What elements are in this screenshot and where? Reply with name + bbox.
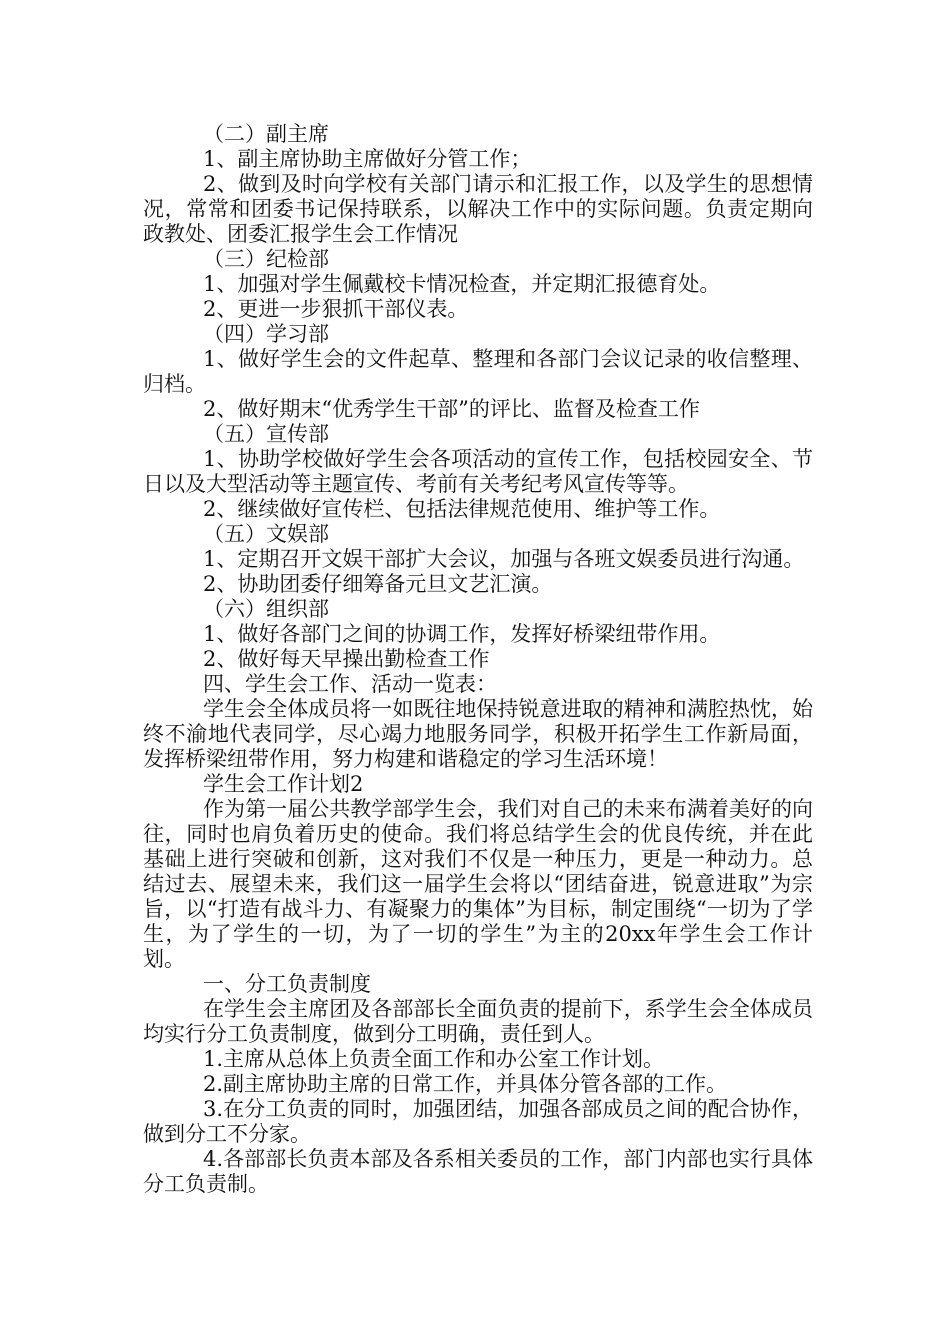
paragraph: 2、继续做好宣传栏、包括法律规范使用、维护等工作。	[203, 497, 721, 521]
paragraph: 2、做好期末“优秀学生干部”的评比、监督及检查工作	[203, 397, 700, 421]
section-heading-vice-chair: （二）副主席	[203, 122, 329, 146]
paragraph: 1、做好学生会的文件起草、整理和各部门会议记录的收信整理、归档。	[143, 347, 813, 396]
paragraph: 2、做好每天早操出勤检查工作	[203, 647, 490, 671]
paragraph: 2、做到及时向学校有关部门请示和汇报工作，以及学生的思想情况，常常和团委书记保持联系，以解决工作中的实际问题。负责定期向政教处、团委汇报学生会工作情况	[143, 172, 813, 246]
section-heading-publicity: （五）宣传部	[203, 422, 329, 446]
paragraph: 2、更进一步狠抓干部仪表。	[203, 297, 469, 321]
section-heading-activities: 四、学生会工作、活动一览表：	[203, 672, 497, 696]
paragraph: 作为第一届公共教学部学生会，我们对自己的未来布满着美好的向往，同时也肩负着历史的使命。我们将总结学生会的优良传统，并在此基础上进行突破和创新，这对我们不仅是一种压力，更是一种动力。总结过去、展望未来，我们这一届学生会将以“团结奋进，锐意进取”为宗旨，以“打造有战斗力、有凝聚力的集体”为目标，制定围绕“一切为了学生，为了学生的一切，为了一切的学生”为主的20xx年学生会工作计划。	[143, 797, 813, 971]
section-heading-division-of-labor: 一、分工负责制度	[203, 972, 371, 996]
paragraph: 1、加强对学生佩戴校卡情况检查，并定期汇报德育处。	[203, 272, 721, 296]
paragraph: 1、副主席协助主席做好分管工作；	[203, 147, 532, 171]
paragraph: 学生会全体成员将一如既往地保持锐意进取的精神和满腔热忱，始终不渝地代表同学，尽心竭力地服务同学，积极开拓学生工作新局面，发挥桥梁纽带作用，努力构建和谐稳定的学习生活环境！	[143, 697, 813, 771]
paragraph: 1、定期召开文娱干部扩大会议，加强与各班文娱委员进行沟通。	[203, 547, 805, 571]
paragraph: 在学生会主席团及各部部长全面负责的提前下，系学生会全体成员均实行分工负责制度，做到分工明确，责任到人。	[143, 997, 813, 1046]
section-heading-study: （四）学习部	[203, 322, 329, 346]
paragraph: 1、协助学校做好学生会各项活动的宣传工作，包括校园安全、节日以及大型活动等主题宣传、考前有关考纪考风宣传等等。	[143, 447, 813, 496]
section-heading-discipline: （三）纪检部	[203, 247, 329, 271]
plan-title: 学生会工作计划2	[203, 772, 364, 796]
paragraph: 2、协助团委仔细筹备元旦文艺汇演。	[203, 572, 553, 596]
document-body	[143, 122, 813, 1197]
section-heading-entertainment: （五）文娱部	[203, 522, 329, 546]
paragraph: 4.各部部长负责本部及各系相关委员的工作，部门内部也实行具体分工负责制。	[143, 1147, 813, 1196]
paragraph: 2.副主席协助主席的日常工作，并具体分管各部的工作。	[203, 1072, 728, 1096]
paragraph: 1、做好各部门之间的协调工作，发挥好桥梁纽带作用。	[203, 622, 721, 646]
paragraph: 3.在分工负责的同时，加强团结，加强各部成员之间的配合协作，做到分工不分家。	[143, 1097, 813, 1146]
paragraph: 1.主席从总体上负责全面工作和办公室工作计划。	[203, 1047, 665, 1071]
section-heading-organization: （六）组织部	[203, 597, 329, 621]
